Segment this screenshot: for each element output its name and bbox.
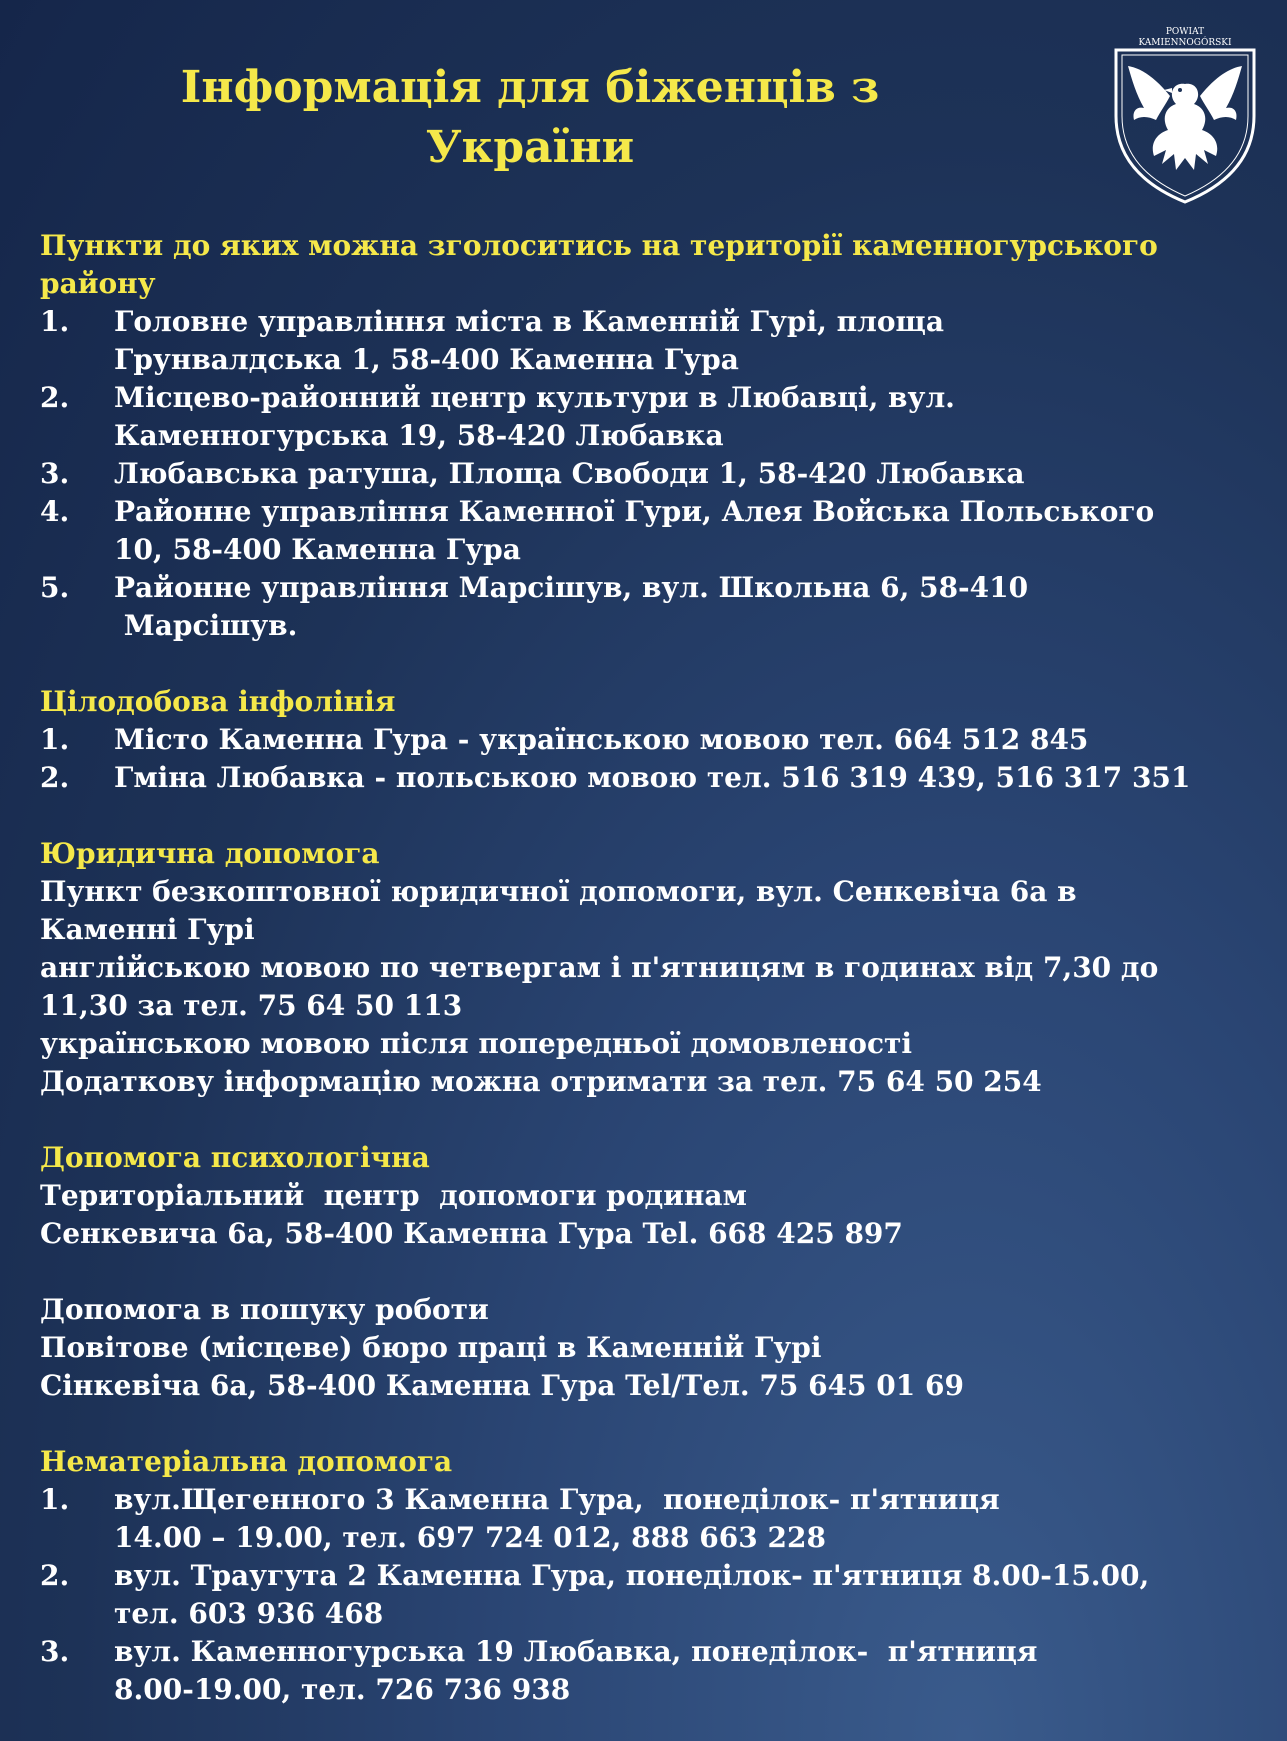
list-item [40, 1481, 1265, 1557]
item-line: Місцево-районний центр культури в Любавці, вул. [114, 381, 955, 414]
item-text [114, 569, 1265, 645]
item-number: 2. [40, 381, 70, 414]
legal-section [40, 835, 1265, 1101]
material-section [40, 1443, 1265, 1709]
item-text: Місто Каменна Гура - українською мовою тел. 664 512 845 [114, 723, 1089, 756]
list-item [40, 569, 1265, 645]
psych-line: Територіальний центр допомоги родинам [40, 1179, 747, 1212]
legal-line: Каменні Гурі [40, 913, 255, 946]
item-line: Каменногурська 19, 58-420 Любавка [114, 419, 724, 452]
infoline-heading: Цілодобова інфолінія [40, 685, 396, 718]
item-number: 1. [40, 1483, 70, 1516]
item-line: Марсішув. [114, 609, 298, 642]
spacer [40, 645, 1265, 683]
points-heading-line-1: Пункти до яких можна зголоситись на території каменногурського [40, 229, 1158, 262]
item-text [114, 379, 1265, 455]
jobs-section [40, 1291, 1265, 1405]
item-line: Грунвалдська 1, 58-400 Каменна Гура [114, 343, 739, 376]
legal-heading: Юридична допомога [40, 837, 380, 870]
item-number: 2. [40, 1559, 70, 1592]
legal-line: Пункт безкоштовної юридичної допомоги, вул. Сенкевіча 6а в [40, 875, 1077, 908]
eagle-crest-icon [1110, 24, 1260, 204]
points-heading-line-2: району [40, 267, 156, 300]
item-line: Районне управління Каменної Гури, Алея Войська Польського [114, 495, 1155, 528]
psych-section [40, 1139, 1265, 1253]
psych-heading: Допомога психологічна [40, 1141, 430, 1174]
list-item [40, 379, 1265, 455]
item-number: 3. [40, 1635, 70, 1668]
item-text: Гміна Любавка - польською мовою тел. 516 319 439, 516 317 351 [114, 761, 1191, 794]
infoline-section [40, 683, 1265, 797]
spacer [40, 1405, 1265, 1443]
item-number: 4. [40, 495, 70, 528]
list-item [40, 455, 1265, 493]
legal-line: Додаткову інформацію можна отримати за тел. 75 64 50 254 [40, 1065, 1042, 1098]
title-line-1: Інформація для біженців з [180, 62, 880, 113]
item-number: 2. [40, 761, 70, 794]
spacer [40, 1253, 1265, 1291]
item-line: вул. Траугута 2 Каменна Гура, понеділок- п'ятниця 8.00-15.00, [114, 1559, 1150, 1592]
points-heading [40, 227, 1265, 303]
material-heading: Нематеріальна допомога [40, 1445, 453, 1478]
item-line: вул. Каменногурська 19 Любавка, понеділок- п'ятниця [114, 1635, 1038, 1668]
jobs-line: Допомога в пошуку роботи [40, 1293, 489, 1326]
item-line: вул.Щегенного 3 Каменна Гура, понеділок- п'ятниця [114, 1483, 1000, 1516]
psych-line: Сенкевича 6а, 58-400 Каменна Гура Tel. 668 425 897 [40, 1217, 903, 1250]
logo-text-line-1: POWIAT [1165, 27, 1205, 37]
list-item [40, 1633, 1265, 1709]
legal-line: 11,30 за тел. 75 64 50 113 [40, 989, 463, 1022]
list-item [40, 759, 1265, 797]
list-item [40, 1557, 1265, 1633]
item-text [114, 1557, 1265, 1633]
title-line-2: України [425, 122, 635, 173]
logo-text-line-2: KAMIENNOGÓRSKI [1138, 38, 1232, 48]
list-item [40, 493, 1265, 569]
points-section [40, 227, 1265, 645]
item-text [114, 1633, 1265, 1709]
main-content [40, 227, 1265, 1709]
page-title [130, 58, 930, 178]
list-item [40, 721, 1265, 759]
spacer [40, 1101, 1265, 1139]
item-line: Любавська ратуша, Площа Свободи 1, 58-420 Любавка [114, 457, 1025, 490]
legal-line: англійською мовою по четвергам і п'ятницям в годинах від 7,30 до [40, 951, 1159, 984]
item-line: тел. 603 936 468 [114, 1597, 384, 1630]
item-number: 1. [40, 305, 70, 338]
legal-line: українською мовою після попередньої домовленості [40, 1027, 912, 1060]
item-number: 3. [40, 457, 70, 490]
item-line: Районне управління Марсішув, вул. Школьна 6, 58-410 [114, 571, 1029, 604]
spacer [40, 797, 1265, 835]
list-item [40, 303, 1265, 379]
item-line: 8.00-19.00, тел. 726 736 938 [114, 1673, 571, 1706]
item-number: 1. [40, 723, 70, 756]
item-line: 14.00 – 19.00, тел. 697 724 012, 888 663 228 [114, 1521, 826, 1554]
item-line: Головне управління міста в Каменній Гурі, площа [114, 305, 944, 338]
jobs-line: Повітове (місцеве) бюро праці в Каменній Гурі [40, 1331, 822, 1364]
jobs-line: Сінкевіча 6а, 58-400 Каменна Гура Tel/Тел. 75 645 01 69 [40, 1369, 964, 1402]
item-text [114, 303, 1265, 379]
item-line: 10, 58-400 Каменна Гура [114, 533, 521, 566]
item-text [114, 455, 1265, 493]
item-text [114, 493, 1265, 569]
item-text [114, 1481, 1265, 1557]
item-number: 5. [40, 571, 70, 604]
